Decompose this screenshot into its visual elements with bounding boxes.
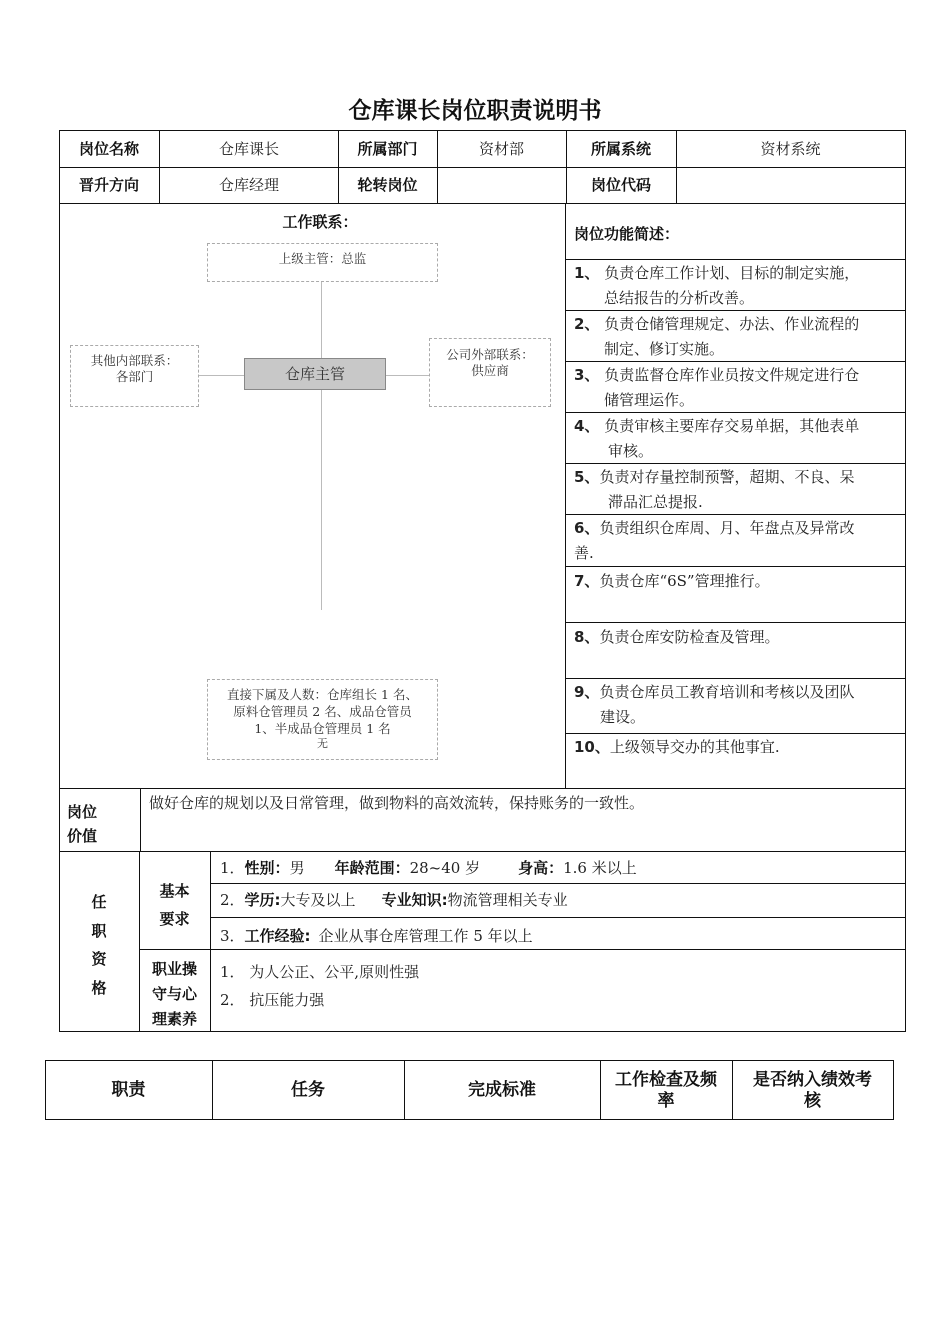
external-contact-box xyxy=(429,338,551,407)
ethics-label xyxy=(139,957,210,1032)
label-rotation: 轮转岗位 xyxy=(357,176,418,194)
basic-label-line: 要求 xyxy=(159,910,190,928)
duty-item xyxy=(574,680,900,730)
external-contact-label: 公司外部联系： xyxy=(446,347,534,362)
gender-value: 男 xyxy=(289,859,305,877)
row-number: 3． xyxy=(220,927,245,945)
age-value: 28~40 岁 xyxy=(409,859,481,877)
duty-text: 负责审核主要库存交易单据，其他表单 xyxy=(599,417,860,435)
header-task: 任务 xyxy=(291,1080,325,1100)
duty-text: 负责对存量控制预警，超期、不良、呆 xyxy=(599,468,855,486)
label-department: 所属部门 xyxy=(357,140,418,158)
duty-item xyxy=(574,363,900,413)
duty-number: 6、 xyxy=(574,519,600,537)
value-label xyxy=(67,800,97,848)
header-line: 核 xyxy=(804,1091,821,1111)
ethics-label-line: 职业操 xyxy=(151,960,197,978)
header-line: 工作检查及频 xyxy=(615,1070,717,1090)
label-position-code: 岗位代码 xyxy=(590,176,651,194)
qualification-char: 任 xyxy=(91,893,107,911)
duty-text: 总结报告的分析改善。 xyxy=(604,289,755,307)
duty-text: 负责仓库“6S”管理推行。 xyxy=(599,572,770,590)
internal-contact-label: 其他内部联系： xyxy=(90,353,179,368)
knowledge-label: 专业知识: xyxy=(381,891,448,909)
duty-text: 上级领导交办的其他事宜. xyxy=(609,738,780,756)
education-value: 大专及以上 xyxy=(280,891,356,909)
ethics-item: 2． 抗压能力强 xyxy=(220,991,325,1009)
duty-text: 制定、修订实施。 xyxy=(604,340,725,358)
header-performance xyxy=(732,1070,893,1112)
duty-text: 建设。 xyxy=(600,708,646,726)
left-connector xyxy=(198,375,245,376)
duty-item xyxy=(574,261,900,311)
label-promotion: 晋升方向 xyxy=(78,176,139,194)
internal-contact-value: 各部门 xyxy=(115,369,154,384)
header-inspection xyxy=(600,1070,732,1112)
internal-contact-box xyxy=(70,345,199,407)
duty-number: 3、 xyxy=(574,366,600,384)
education-label: 学历: xyxy=(244,891,281,909)
superior-text: 上级主管：总监 xyxy=(278,251,367,266)
requirement-row-1 xyxy=(220,859,637,877)
center-role-text: 仓库主管 xyxy=(284,365,345,383)
qualification-char: 格 xyxy=(91,978,107,997)
header-line: 是否纳入绩效考 xyxy=(753,1070,872,1090)
duty-number: 8、 xyxy=(574,628,600,646)
ethics-list xyxy=(220,958,419,1014)
vertical-connector xyxy=(321,282,322,610)
duty-item xyxy=(574,312,900,362)
duty-item xyxy=(574,516,900,566)
duty-text: 负责组织仓库周、月、年盘点及异常改 xyxy=(599,519,855,537)
duty-text: 审核。 xyxy=(608,442,654,460)
duty-text: 负责仓储管理规定、办法、作业流程的 xyxy=(599,315,860,333)
page-title: 仓库课长岗位职责说明书 xyxy=(348,98,602,124)
duty-item xyxy=(574,735,900,760)
height-label: 身高： xyxy=(518,859,564,877)
row-number: 1． xyxy=(220,859,245,877)
value-label-line: 岗位 xyxy=(67,803,98,821)
value-promotion: 仓库经理 xyxy=(218,176,279,194)
ethics-label-line: 守与心 xyxy=(151,985,197,1003)
duty-item xyxy=(574,414,900,464)
duty-number: 5、 xyxy=(574,468,600,486)
center-role-box xyxy=(244,358,386,390)
duty-text: 负责监督仓库作业员按文件规定进行仓 xyxy=(599,366,860,384)
relations-label: 工作联系： xyxy=(282,213,358,231)
duty-number: 7、 xyxy=(574,572,600,590)
right-connector xyxy=(386,375,430,376)
header-standard: 完成标准 xyxy=(468,1080,536,1100)
external-contact-value: 供应商 xyxy=(471,363,509,378)
header-duty: 职责 xyxy=(111,1080,146,1100)
value-department: 资材部 xyxy=(478,140,524,158)
duty-number: 9、 xyxy=(574,683,600,701)
duty-text: 滞品汇总提报. xyxy=(608,493,703,511)
value-label-line: 价值 xyxy=(67,827,98,845)
duty-item xyxy=(574,569,900,594)
label-system: 所属系统 xyxy=(590,140,651,158)
label-position-name: 岗位名称 xyxy=(78,140,139,158)
row-number: 2． xyxy=(220,891,245,909)
duty-number: 10、 xyxy=(574,738,610,756)
height-value: 1.6 米以上 xyxy=(563,859,637,877)
subordinates-line: 直接下属及人数：仓库组长 1 名、 xyxy=(227,687,418,702)
value-text: 做好仓库的规划以及日常管理，做到物料的高效流转，保持账务的一致性。 xyxy=(149,794,645,812)
duty-number: 4、 xyxy=(574,417,600,435)
duty-text: 负责仓库安防检查及管理。 xyxy=(599,628,780,646)
duty-item xyxy=(574,465,900,515)
duty-text: 善. xyxy=(574,544,594,562)
subordinates-line: 1、半成品仓管理员 1 名 xyxy=(254,721,391,736)
superior-box xyxy=(207,243,438,282)
age-label: 年龄范围： xyxy=(334,859,410,877)
ethics-label-line: 理素养 xyxy=(151,1010,197,1028)
value-position-name: 仓库课长 xyxy=(218,140,279,158)
subordinates-line: 原料仓管理员 2 名、成品仓管员 xyxy=(233,704,412,719)
basic-requirements-label xyxy=(139,877,210,933)
qualification-char: 资 xyxy=(91,950,107,968)
basic-label-line: 基本 xyxy=(159,882,190,900)
duty-number: 2、 xyxy=(574,315,600,333)
subordinates-line: 无 xyxy=(317,737,328,750)
experience-label: 工作经验: xyxy=(244,927,311,945)
gender-label: 性别： xyxy=(244,859,290,877)
subordinates-box xyxy=(207,679,438,760)
duty-text: 负责仓库员工教育培训和考核以及团队 xyxy=(599,683,855,701)
header-line: 率 xyxy=(657,1091,675,1111)
duties-label: 岗位功能简述： xyxy=(574,225,680,243)
requirement-row-3 xyxy=(220,927,533,945)
ethics-item: 1． 为人公正、公平,原则性强 xyxy=(220,963,420,981)
duty-number: 1、 xyxy=(574,264,600,282)
qualification-label xyxy=(59,888,139,1002)
experience-value: 企业从事仓库管理工作 5 年以上 xyxy=(318,927,533,945)
duty-text: 负责仓库工作计划、目标的制定实施， xyxy=(599,264,860,282)
duty-item xyxy=(574,625,900,650)
requirement-row-2 xyxy=(220,891,568,909)
value-system: 资材系统 xyxy=(760,140,821,158)
knowledge-value: 物流管理相关专业 xyxy=(447,891,568,909)
duty-text: 储管理运作。 xyxy=(604,391,695,409)
qualification-char: 职 xyxy=(91,921,107,940)
